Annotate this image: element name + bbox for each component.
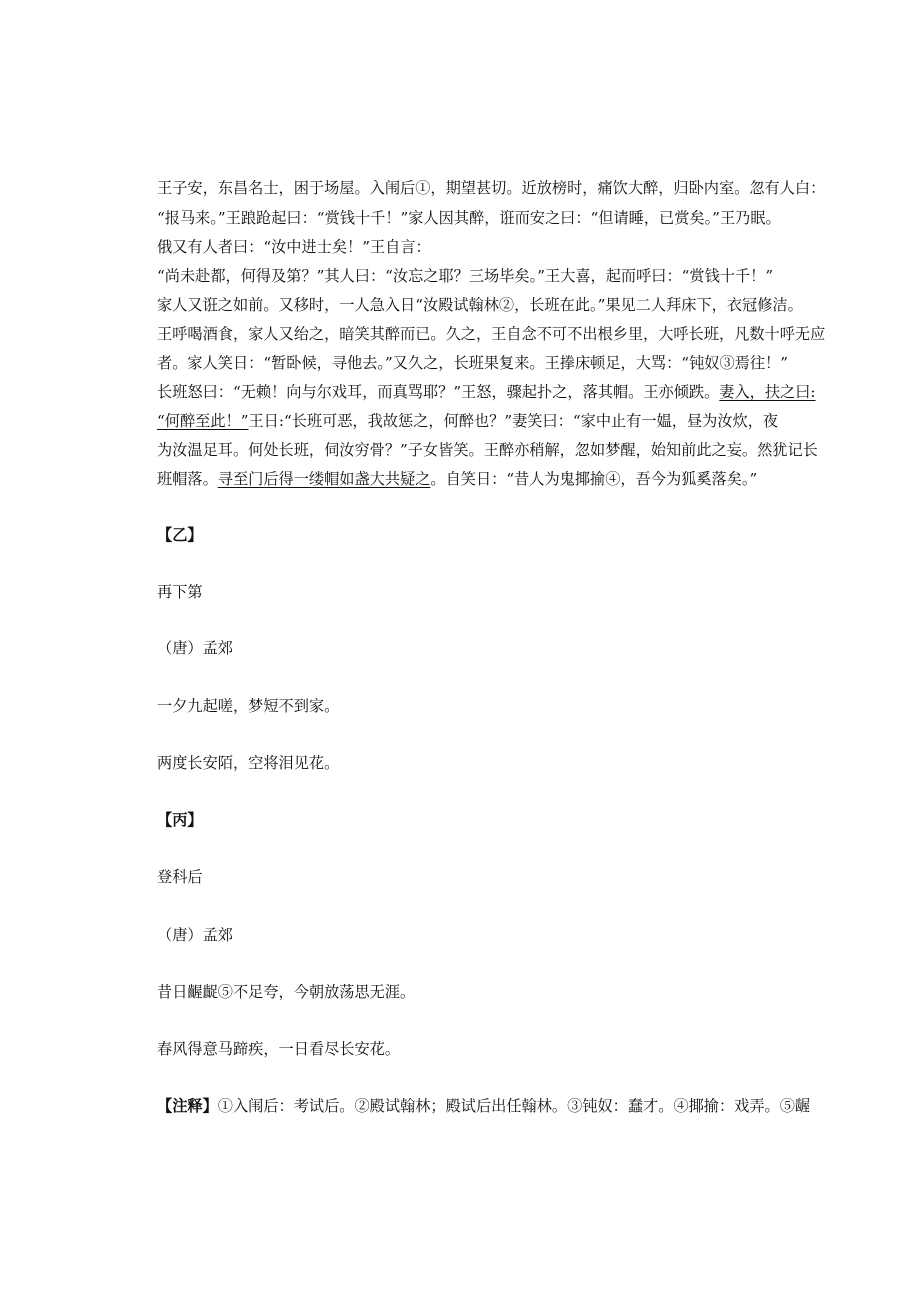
underlined-phrase: “何醉至此！” — [157, 412, 249, 430]
passage-a-line-5: 家人又诳之如前。又移时，一人急入日“汝殿试翰林②，长班在此。”果见二人拜床下，衣冠修洁。 — [157, 296, 803, 314]
poem-c-line-2: 春风得意马蹄疾，一日看尽长安花。 — [157, 1040, 400, 1058]
poem-c-line-1: 昔日齷齪⑤不足夸，今朝放荡思无涯。 — [157, 983, 416, 1001]
passage-a-line-7: 者。家人笑日：“暂卧候，寻他去。”又久之，长班果复来。王搼床顿足，大骂：“钝奴③焉往！” — [157, 354, 788, 372]
poem-b-line-2: 两度长安陌，空将泪见花。 — [157, 754, 340, 772]
passage-a-line-10: 为汝温足耳。何处长班，伺汝穷骨？”子女皆笑。王醉亦稍解，忽如梦醒，始知前此之妄。然犹记长 — [157, 441, 818, 459]
passage-a-line-9 — [157, 411, 847, 431]
poem-b-author: （唐）孟郊 — [157, 639, 233, 657]
passage-text: 。自笑日：“昔人为鬼揶揄④，吾今为狐奚落矣。” — [430, 470, 758, 488]
notes-line — [157, 1096, 847, 1116]
poem-b-title: 再下第 — [157, 583, 203, 601]
passage-text: 班帽落。 — [157, 470, 218, 488]
poem-c-title: 登科后 — [157, 868, 203, 886]
poem-b-line-1: 一夕九起嗟，梦短不到家。 — [157, 697, 340, 715]
section-c-heading: 【丙】 — [157, 811, 203, 829]
notes-text: ①入闱后：考试后。②殿试翰林；殿试后出任翰林。③钝奴：蠢才。④揶揄：戏弄。⑤龌 — [217, 1097, 811, 1115]
section-b-heading: 【乙】 — [157, 526, 203, 544]
passage-a-line-11 — [157, 469, 847, 489]
passage-text: 长班怒曰：“无赖！向与尔戏耳，而真骂耶？”王怒，骤起扑之，落其帽。王亦倾跌。 — [157, 383, 720, 401]
notes-label: 【注释】 — [157, 1097, 218, 1115]
passage-a-line-2: “报马来。”王踉跄起曰：“赏钱十千！”家人因其醉，诳而安之曰：“但请睡，已赏矣。”王乃眠。 — [157, 209, 781, 227]
passage-a-line-6: 王呼喝酒食，家人又绐之，暗笑其醉而已。久之，王自念不可不出根乡里，大呼长班，凡数十呼无应 — [157, 325, 826, 343]
underlined-phrase: 妻入，扶之曰: — [719, 383, 816, 401]
passage-a-line-4: “尚未赴都，何得及第？”其人曰：“汝忘之耶？三场毕矣。”王大喜，起而呼曰：“赏钱十千！” — [157, 267, 774, 285]
passage-a-line-3: 俄又有人者曰：“汝中进士矣！”王自言： — [157, 238, 431, 256]
underlined-phrase: 寻至门后得一缕帽如盏大共疑之 — [217, 470, 431, 488]
poem-c-author: （唐）孟郊 — [157, 926, 233, 944]
passage-a-line-1: 王子安，东昌名士，困于场屋。入闱后①，期望甚切。近放榜时，痛饮大醉，归卧内室。忽有人白： — [157, 179, 826, 197]
passage-a-line-8 — [157, 382, 847, 402]
passage-text: 王日:“长班可恶，我故惩之，何醉也？”妻笑曰：“家中止有一媪，昼为汝炊，夜 — [248, 412, 779, 430]
